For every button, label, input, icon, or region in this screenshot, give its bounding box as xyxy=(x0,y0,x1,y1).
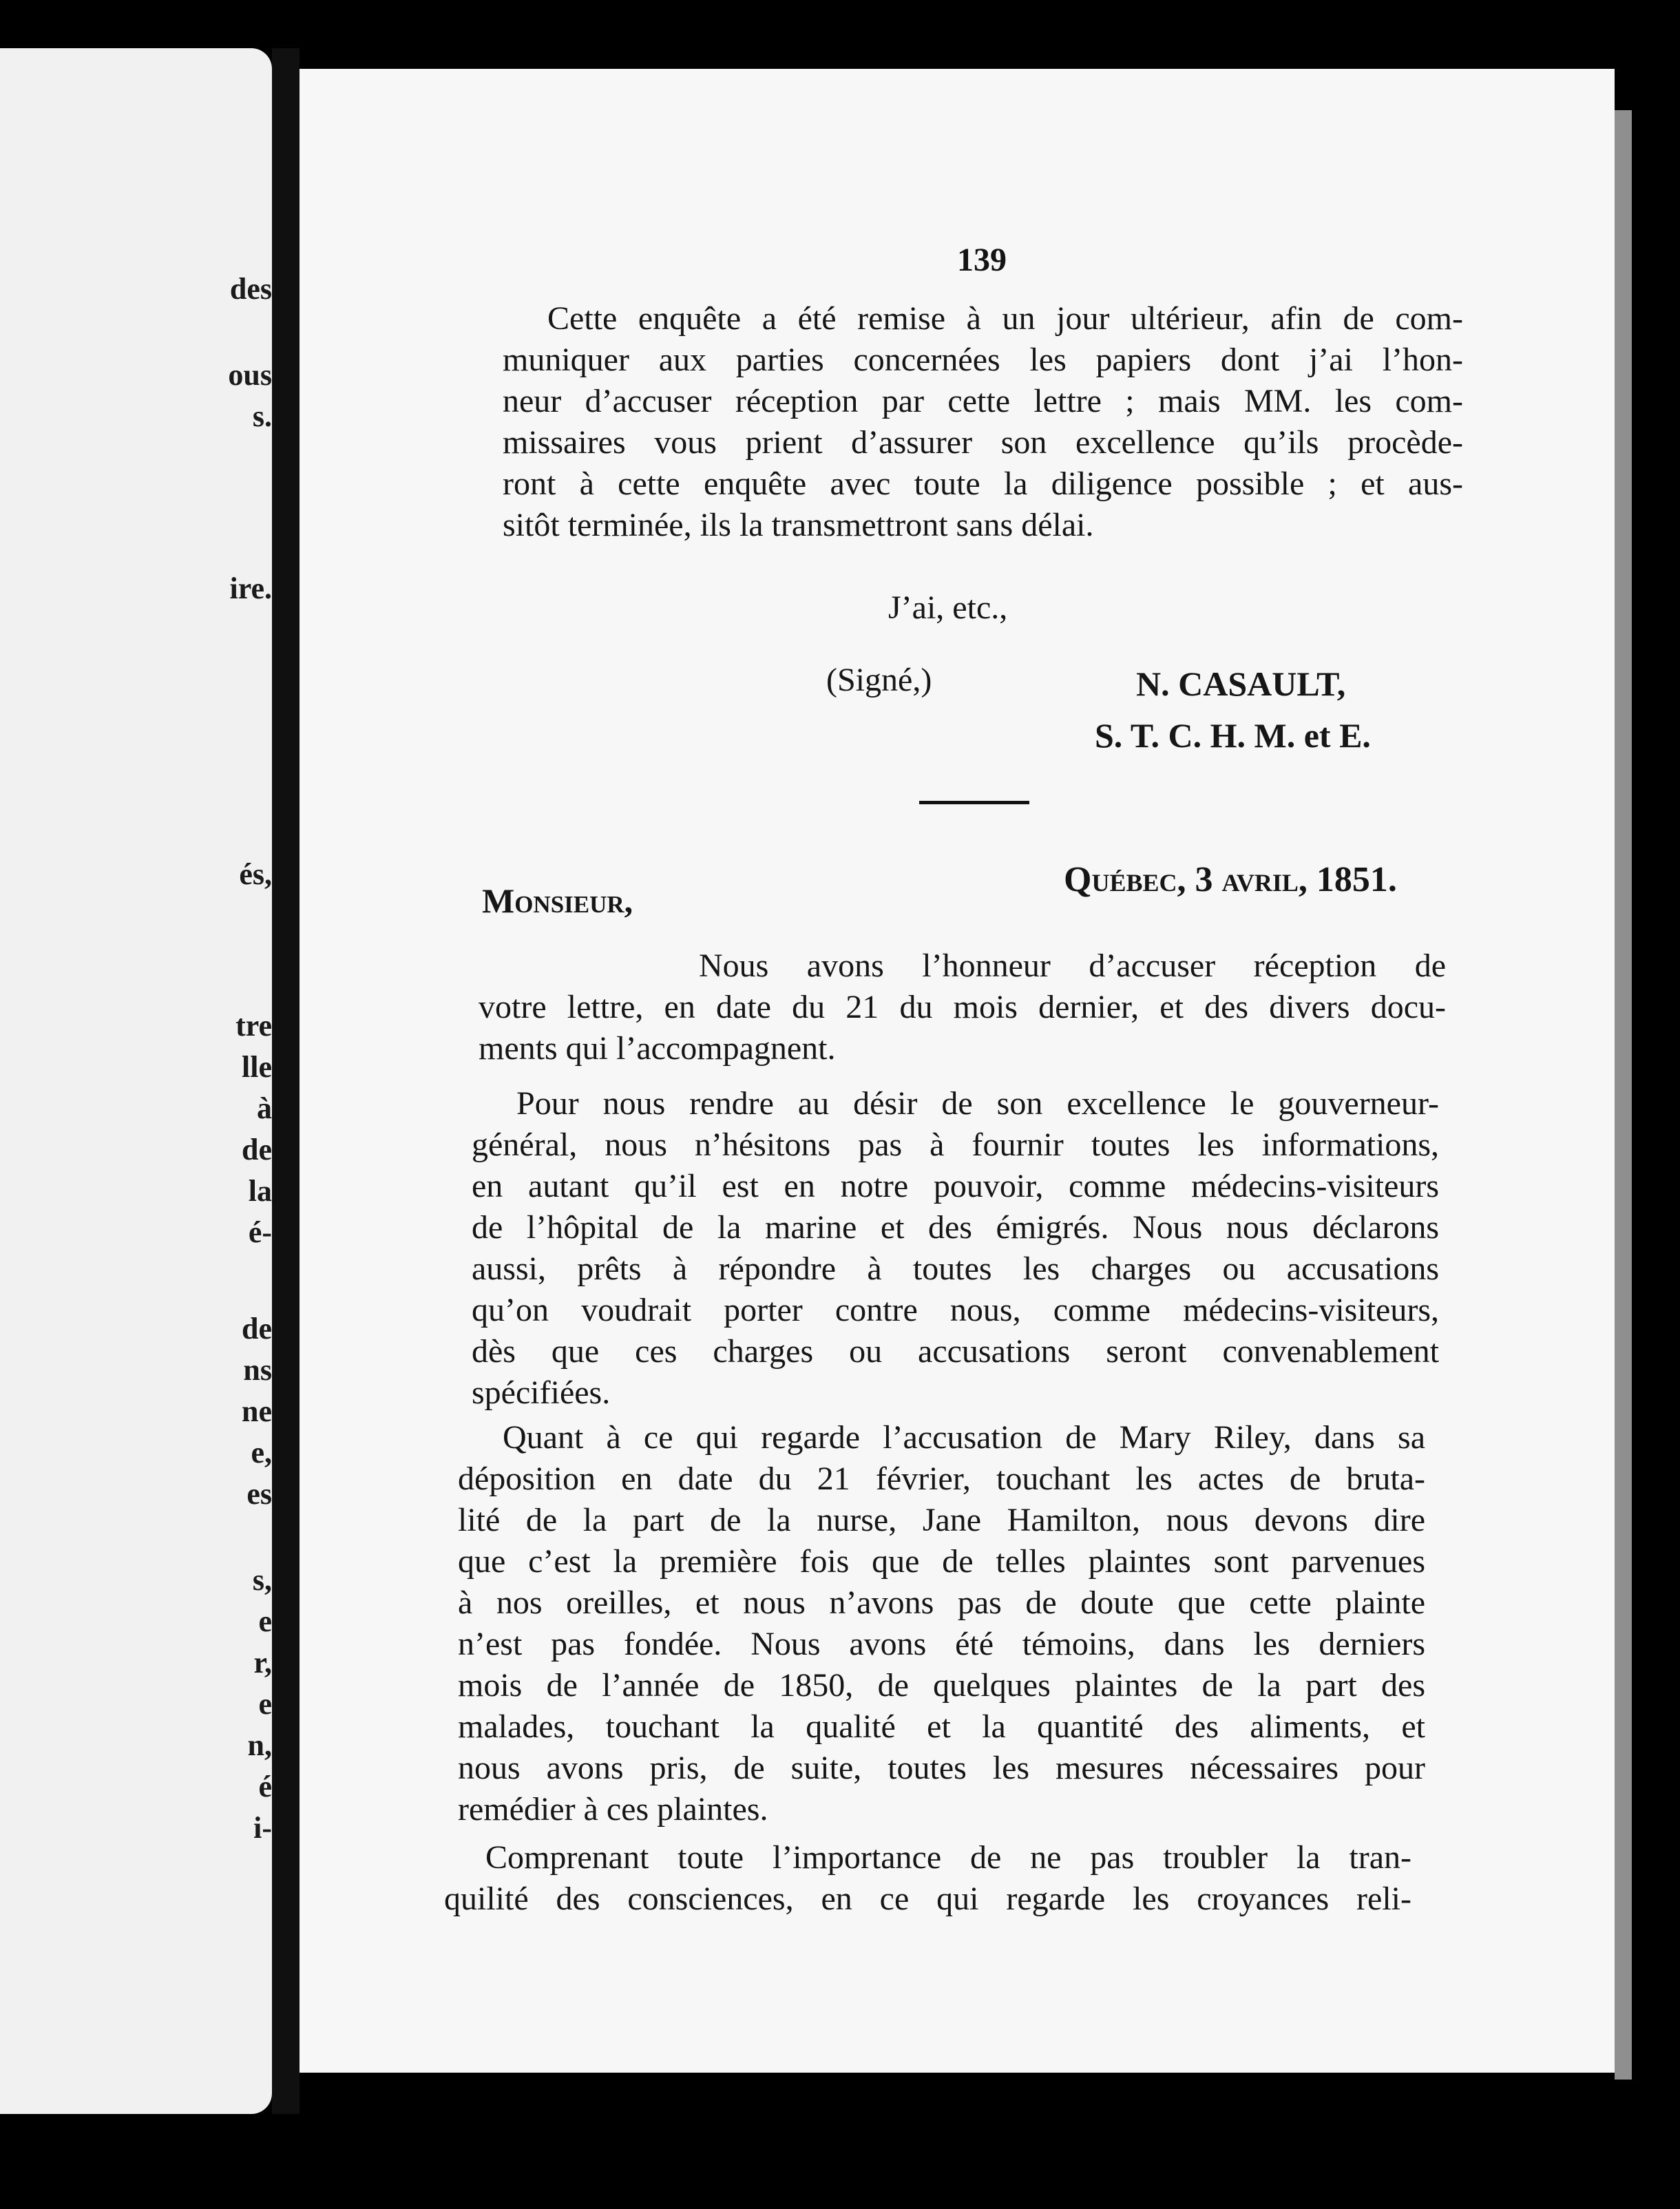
left-fragment: n, xyxy=(247,1728,272,1762)
left-fragment: tre xyxy=(235,1009,272,1043)
text-line: sitôt terminée, ils la transmettront sans délai. xyxy=(503,507,1094,543)
left-fragment: s. xyxy=(252,399,272,433)
text-line: n’est pas fondée. Nous avons été témoins, dans les derniers xyxy=(458,1626,1425,1662)
text-line: Cette enquête a été remise à un jour ultérieur, afin de com- xyxy=(547,300,1463,337)
text-line: votre lettre, en date du 21 du mois dernier, et des divers docu- xyxy=(479,989,1446,1025)
text-line: spécifiées. xyxy=(472,1374,611,1411)
page-edge xyxy=(1615,110,1632,2080)
text-line: que c’est la première fois que de telles plaintes sont parvenues xyxy=(458,1543,1425,1580)
text-line: nous avons pris, de suite, toutes les mesures nécessaires pour xyxy=(458,1750,1425,1786)
text-line: malades, touchant la qualité et la quantité des aliments, et xyxy=(458,1708,1425,1745)
left-fragment: des xyxy=(229,272,272,306)
page-number: 139 xyxy=(957,242,1007,278)
signed-label: (Signé,) xyxy=(826,662,932,698)
text-line: général, nous n’hésitons pas à fournir toutes les informations, xyxy=(472,1127,1439,1163)
text-line: à nos oreilles, et nous n’avons pas de doute que cette plainte xyxy=(458,1584,1425,1621)
text-line: lité de la part de la nurse, Jane Hamilton, nous devons dire xyxy=(458,1502,1425,1538)
left-fragment: ire. xyxy=(229,572,272,605)
text-line: ront à cette enquête avec toute la diligence possible ; et aus- xyxy=(503,465,1463,502)
text-line: qu’on voudrait porter contre nous, comme médecins-visiteurs, xyxy=(472,1292,1439,1328)
left-fragment: ous xyxy=(228,358,272,392)
left-fragment: e xyxy=(258,1687,272,1721)
left-fragment: és, xyxy=(239,857,272,891)
left-fragment: ne xyxy=(242,1394,272,1428)
left-fragment: à xyxy=(257,1091,272,1125)
salutation: Monsieur, xyxy=(482,881,633,920)
text-line: missaires vous prient d’assurer son excellence qu’ils procède- xyxy=(503,424,1463,461)
left-fragment: i- xyxy=(253,1811,272,1845)
left-fragment: r, xyxy=(253,1646,272,1679)
signature-name: N. CASAULT, xyxy=(1136,664,1346,703)
left-fragment: de xyxy=(242,1133,272,1166)
text-line: Pour nous rendre au désir de son excellence le gouverneur- xyxy=(516,1085,1439,1122)
left-fragment: é xyxy=(258,1770,272,1803)
text-line: quilité des consciences, en ce qui regarde les croyances reli- xyxy=(444,1881,1411,1917)
signature-title: S. T. C. H. M. et E. xyxy=(1095,716,1371,755)
text-line: mois de l’année de 1850, de quelques plaintes de la part des xyxy=(458,1667,1425,1704)
text-line: Comprenant toute l’importance de ne pas troubler la tran- xyxy=(485,1839,1411,1876)
text-line: en autant qu’il est en notre pouvoir, comme médecins-visiteurs xyxy=(472,1168,1439,1204)
left-fragment: es xyxy=(246,1477,272,1511)
closing: J’ai, etc., xyxy=(888,589,1008,626)
left-fragment: e, xyxy=(251,1436,272,1469)
text-line: Nous avons l’honneur d’accuser réception de xyxy=(699,948,1446,984)
text-line: muniquer aux parties concernées les papiers dont j’ai l’hon- xyxy=(503,342,1463,378)
left-fragment: ns xyxy=(243,1353,272,1387)
text-line: neur d’accuser réception par cette lettre ; mais MM. les com- xyxy=(503,383,1463,419)
left-fragment: e xyxy=(258,1604,272,1638)
book-gutter xyxy=(272,48,300,2114)
text-line: de l’hôpital de la marine et des émigrés. Nous nous déclarons xyxy=(472,1209,1439,1246)
separator-rule xyxy=(919,801,1029,804)
text-line: déposition en date du 21 février, touchant les actes de bruta- xyxy=(458,1461,1425,1497)
text-line: remédier à ces plaintes. xyxy=(458,1791,768,1828)
text-line: dès que ces charges ou accusations seront convenablement xyxy=(472,1333,1439,1370)
left-facing-page xyxy=(0,48,272,2114)
text-line: ments qui l’accompagnent. xyxy=(479,1030,836,1067)
left-fragment: lle xyxy=(242,1050,272,1084)
text-line: Quant à ce qui regarde l’accusation de Mary Riley, dans sa xyxy=(503,1419,1425,1456)
dateline: Québec, 3 avril, 1851. xyxy=(1064,860,1397,899)
left-fragment: s, xyxy=(252,1563,272,1597)
left-fragment: la xyxy=(248,1174,272,1208)
left-fragment: de xyxy=(242,1312,272,1346)
text-line: aussi, prêts à répondre à toutes les charges ou accusations xyxy=(472,1250,1439,1287)
left-fragment: é- xyxy=(248,1215,272,1249)
